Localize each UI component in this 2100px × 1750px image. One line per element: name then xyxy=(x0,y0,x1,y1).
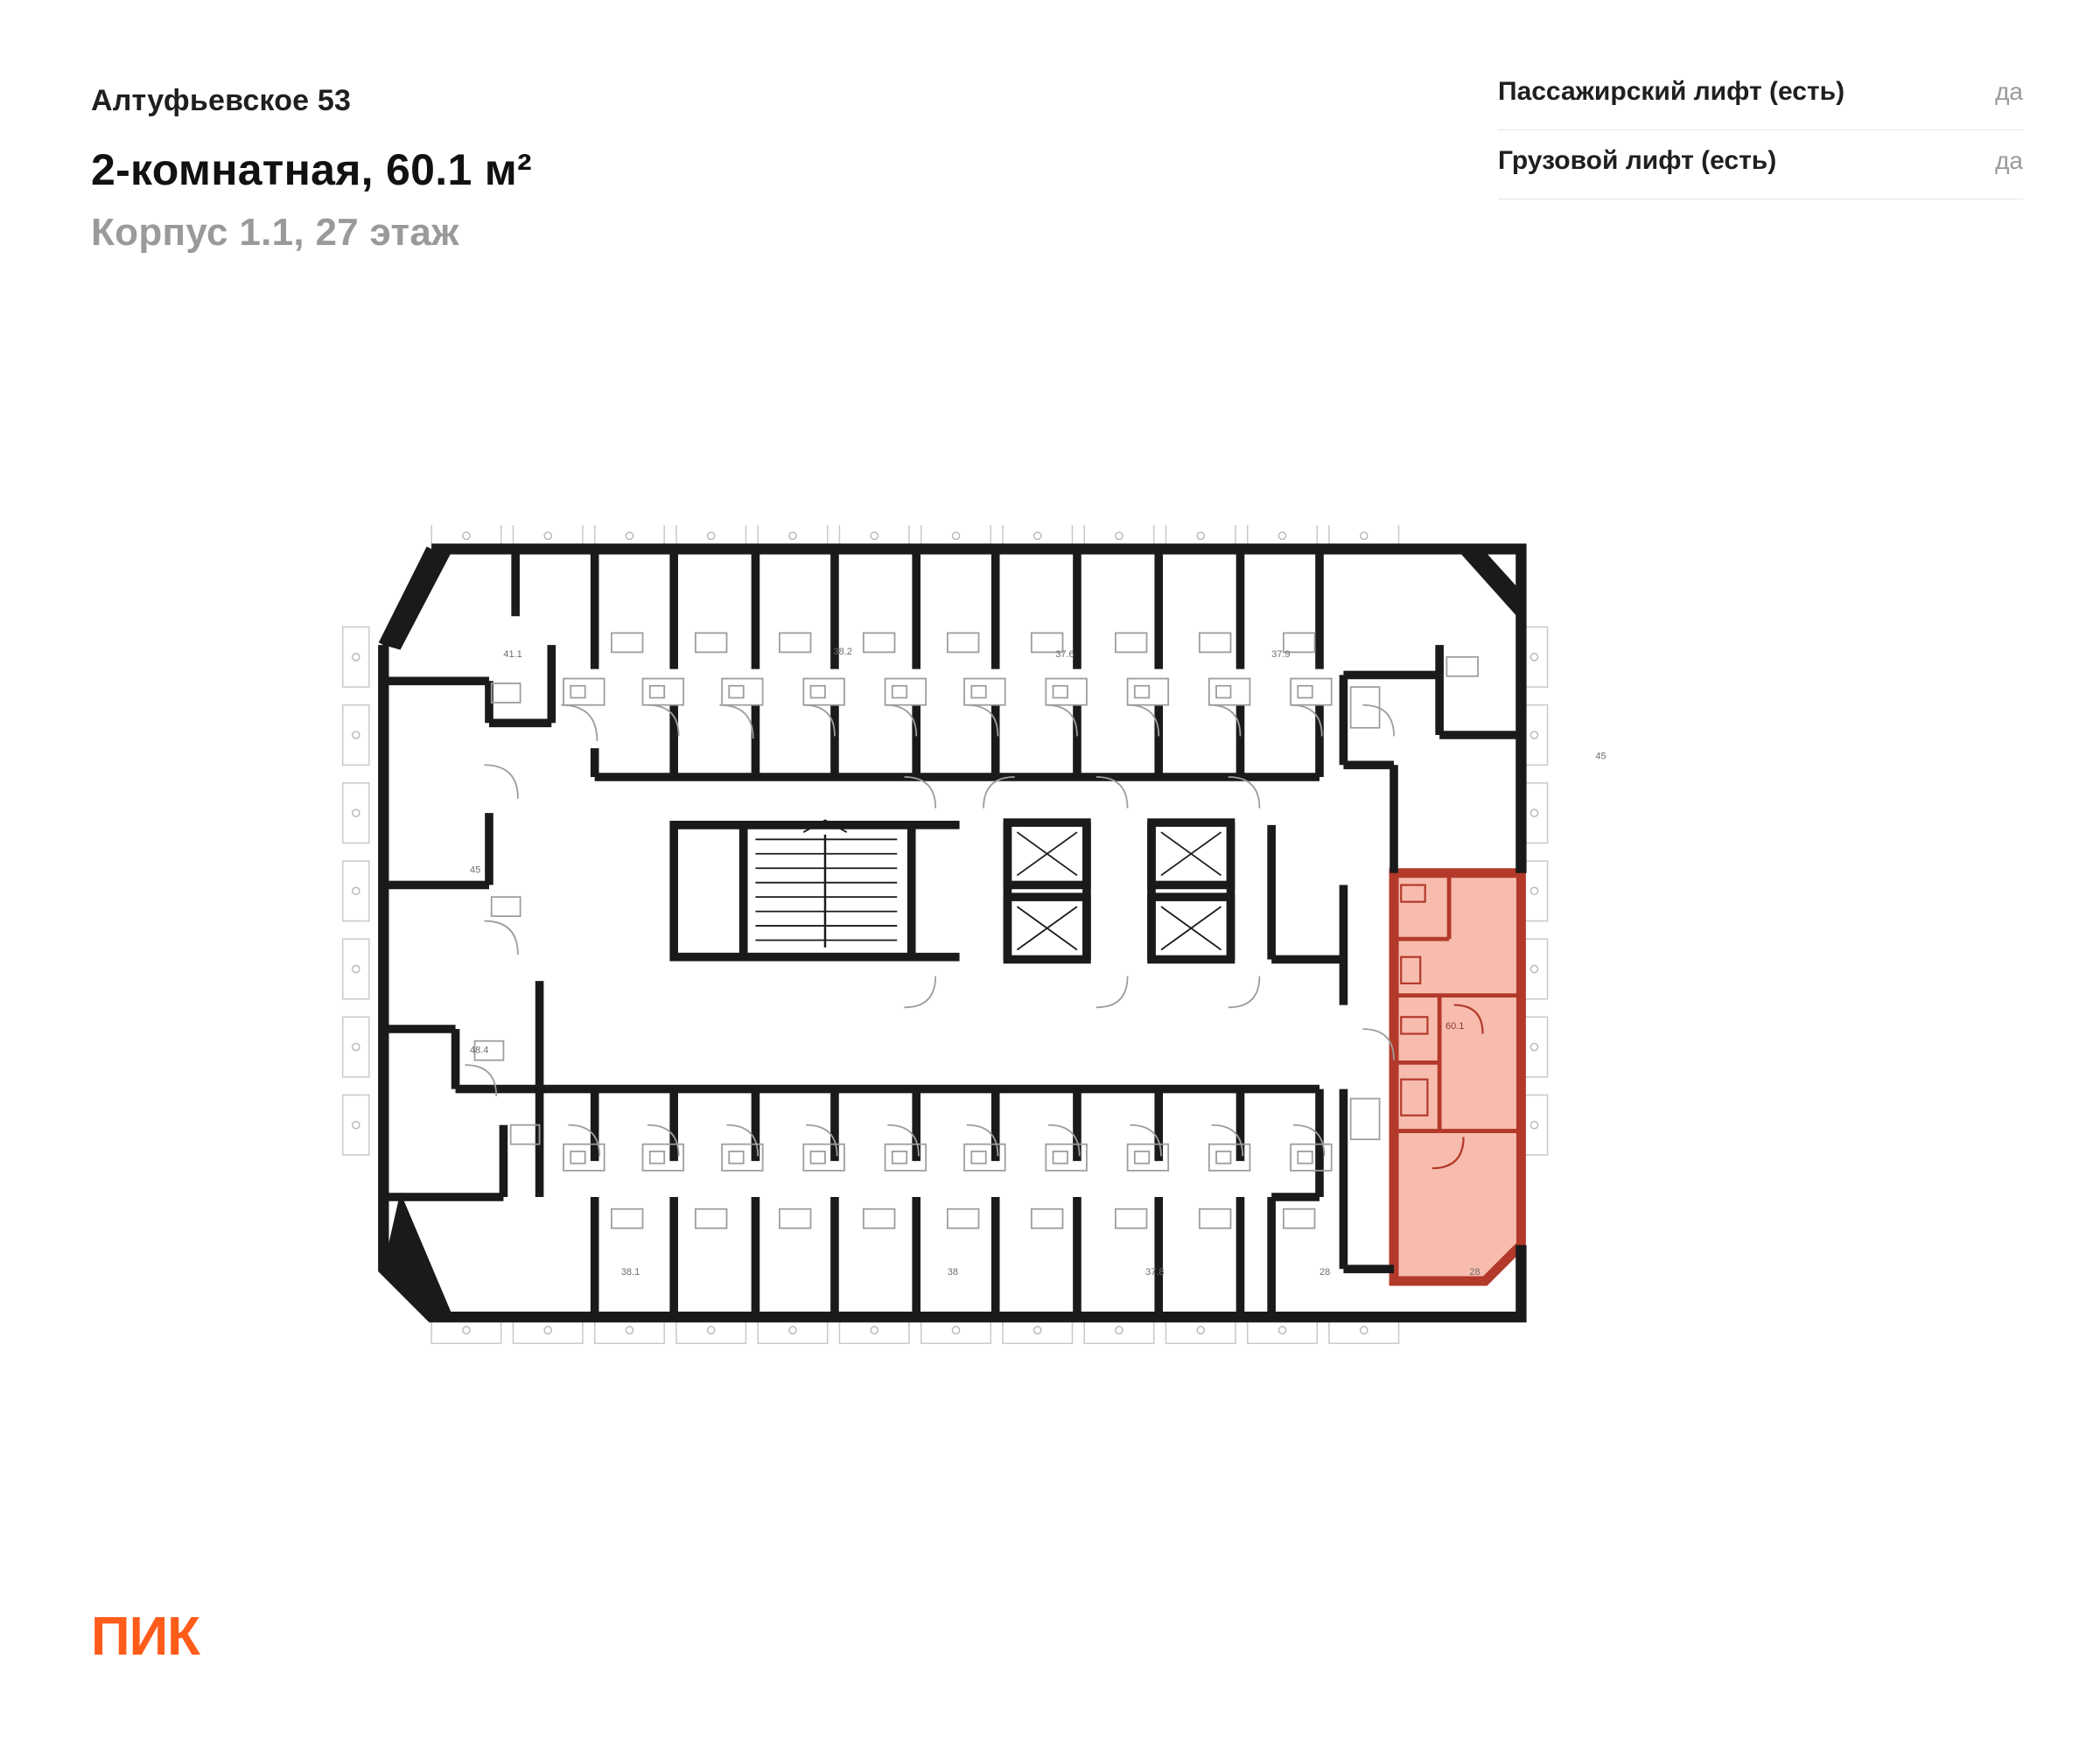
spec-label: Грузовой лифт (есть) xyxy=(1498,146,1777,175)
floor-plan xyxy=(332,525,1802,1365)
room-label: 38 xyxy=(947,1267,959,1278)
plan-balconies xyxy=(343,525,1548,1343)
header-left-block xyxy=(91,84,1404,255)
page-subtitle: Корпус 1.1, 27 этаж xyxy=(91,211,459,254)
room-label: 37.8 xyxy=(1145,1267,1165,1278)
plan-interior-walls-left xyxy=(383,645,551,1197)
room-label: 48.4 xyxy=(470,1045,489,1056)
room-label: 28 xyxy=(1320,1267,1331,1278)
spec-row-passenger-lift xyxy=(1498,68,2023,130)
room-label: 38.2 xyxy=(833,647,852,658)
page-header xyxy=(0,0,2100,289)
room-label: 41.1 xyxy=(503,648,522,660)
pik-logo xyxy=(91,1606,266,1671)
spec-list xyxy=(1498,68,2023,200)
room-label: 28 xyxy=(1469,1267,1480,1278)
spec-value: да xyxy=(1995,147,2023,174)
complex-name: Алтуфьевское 53 xyxy=(91,84,352,117)
room-label: 45 xyxy=(1595,751,1606,762)
pik-logo-text: ПИК xyxy=(91,1606,200,1667)
room-label: 37.9 xyxy=(1271,648,1291,660)
spec-row-cargo-lift xyxy=(1498,130,2023,200)
plan-interior-walls-bottom xyxy=(540,1089,1394,1318)
spec-value: да xyxy=(1995,78,2023,105)
highlighted-apartment[interactable] xyxy=(1394,873,1521,1281)
plan-fixtures xyxy=(475,633,1479,1228)
room-label: 37.6 xyxy=(1055,648,1074,660)
room-label-highlighted: 60.1 xyxy=(1446,1021,1465,1032)
plan-window-marks xyxy=(353,532,1538,1334)
room-label: 38.1 xyxy=(620,1267,640,1278)
plan-core xyxy=(674,820,1343,1004)
floor-plan-svg xyxy=(332,525,1802,1365)
spec-label: Пассажирский лифт (есть) xyxy=(1498,77,1845,106)
room-label: 45 xyxy=(470,864,481,876)
page-title: 2-комнатная, 60.1 м² xyxy=(91,145,532,194)
